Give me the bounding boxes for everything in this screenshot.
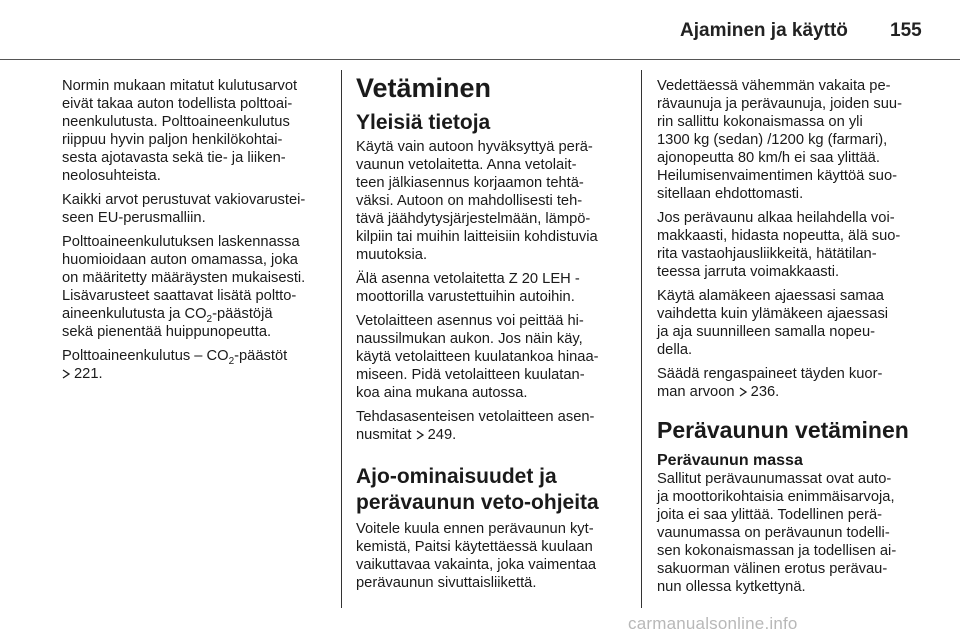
page-reference-number: 221. — [74, 366, 103, 382]
text-line: huomioidaan auton omamassa, joka — [62, 252, 298, 268]
text-line: vaunumassa on perävaunun todelli- — [657, 525, 890, 541]
text-line: Voitele kuula ennen perävaunun kyt- — [356, 521, 594, 537]
text-line: on määritetty määräysten mukaisesti. — [62, 270, 306, 286]
text-line: Jos perävaunu alkaa heilahdella voi- — [657, 210, 895, 226]
text-line: sekä pienentää huippunopeutta. — [62, 324, 272, 340]
paragraph — [356, 138, 626, 264]
text-line: vaikuttavaa vakainta, joka vaimentaa — [356, 557, 597, 573]
paragraph — [62, 191, 330, 227]
text-line: naussilmukan aukon. Jos näin käy, — [356, 331, 583, 347]
page-reference[interactable] — [62, 365, 330, 383]
text-line: vaihdetta kuin ylämäkeen ajaessasi — [657, 306, 889, 322]
paragraph — [657, 77, 927, 203]
page-reference-arrow-icon — [62, 369, 71, 379]
text-line: väksi. Autoon on mahdollisesti teh- — [356, 193, 583, 209]
column-divider-2 — [641, 70, 642, 608]
text-line: riippuu hyvin paljon henkilökohtai- — [62, 132, 283, 148]
text-line: koa aina mukana autossa. — [356, 385, 528, 401]
text-line: sesta ajotavasta sekä tie- ja liiken- — [62, 150, 286, 166]
text: aineenkulutusta ja CO — [62, 306, 207, 322]
page-reference[interactable] — [416, 427, 457, 443]
text-line: neolosuhteista. — [62, 168, 161, 184]
text-line: Polttoaineenkulutuksen laskennassa — [62, 234, 300, 250]
text-line: tävä jäähdytysjärjestelmään, lämpö- — [356, 211, 591, 227]
subsection-title — [356, 464, 626, 516]
paragraph — [657, 209, 927, 281]
section-title: Vetäminen — [356, 73, 492, 103]
text-line: perävaunun sivuttaisliikettä. — [356, 575, 537, 591]
paragraph — [356, 270, 626, 306]
text-line: Tehdasasenteisen vetolaitteen asen- — [356, 409, 595, 425]
text: -päästöjä — [212, 306, 273, 322]
text: Polttoaineenkulutus – CO — [62, 348, 229, 364]
text-line: miseen. Pidä vetolaitteen kuulatan- — [356, 367, 585, 383]
text-line: Vedettäessä vähemmän vakaita pe- — [657, 78, 891, 94]
text-line: kemistä, Paitsi käytettäessä kuulaan — [356, 539, 593, 555]
text-line: Käytä alamäkeen ajaessasi samaa — [657, 288, 884, 304]
text-line: eivät takaa auton todellista polttoai- — [62, 96, 293, 112]
text-line: vaunun vetolaitetta. Anna vetolait- — [356, 157, 577, 173]
column-1 — [62, 77, 330, 389]
page-reference-arrow-icon — [416, 430, 425, 440]
page-reference-arrow-icon — [739, 387, 748, 397]
text: man arvoon — [657, 384, 735, 400]
page-reference-number: 236. — [750, 384, 780, 400]
subsection-title: Yleisiä tietoja — [356, 111, 491, 134]
text: -päästöt — [234, 348, 288, 364]
text-line: teessa jarruta voimakkaasti. — [657, 264, 840, 280]
text-line: seen EU-perusmalliin. — [62, 210, 206, 226]
text-line: käytä vetolaitteen kuulatankoa hinaa- — [356, 349, 599, 365]
text-line: neenkulutusta. Polttoaineenkulutus — [62, 114, 290, 130]
header-rule — [0, 59, 960, 60]
text-line: Heilumisenvaimentimen käyttöä suo- — [657, 168, 897, 184]
subsection-title-line: Ajo-ominaisuudet ja — [356, 465, 557, 488]
column-2 — [356, 73, 626, 598]
text-line: sakuorman välinen erotus perävau- — [657, 561, 888, 577]
subscript: 2 — [206, 313, 213, 325]
paragraph — [657, 287, 927, 359]
text-line: makkaasti, hidasta nopeutta, älä suo- — [657, 228, 901, 244]
text-line: moottorilla varustettuihin autoihin. — [356, 289, 575, 305]
page-reference[interactable] — [739, 384, 780, 400]
text-line: kilpiin tai muihin laitteisiin kohdistuvia — [356, 229, 598, 245]
text-line: della. — [657, 342, 693, 358]
text-line: sitellaan ehdottomasti. — [657, 186, 804, 202]
text-line: joita ei saa ylittää. Todellinen perä- — [657, 507, 883, 523]
text-line: Normin mukaan mitatut kulutusarvot — [62, 78, 298, 94]
subsection-title-line: perävaunun veto-ohjeita — [356, 491, 599, 514]
text-line: Kaikki arvot perustuvat vakiovarustei- — [62, 192, 306, 208]
text-line: Käytä vain autoon hyväksyttyä perä- — [356, 139, 593, 155]
text-line: rita vastaohjausliikkeitä, hätätilan- — [657, 246, 877, 262]
text: nusmitat — [356, 427, 412, 443]
text-line: Säädä rengaspaineet täyden kuor- — [657, 366, 883, 382]
subscript: 2 — [228, 355, 235, 367]
paragraph — [657, 365, 927, 401]
paragraph — [356, 408, 626, 444]
text-line: teen jälkiasennus korjaamon tehtä- — [356, 175, 584, 191]
paragraph — [657, 470, 927, 596]
text-line: rin sallittu kokonaismassa on yli — [657, 114, 863, 130]
paragraph — [62, 233, 330, 341]
page-number: 155 — [890, 20, 922, 41]
page-reference-number: 249. — [427, 427, 457, 443]
text-line: rävaunuja ja perävaunuja, joiden suu- — [657, 96, 902, 112]
text-line: Älä asenna vetolaitetta Z 20 LEH - — [356, 271, 580, 287]
text-line: ajonopeutta 80 km/h ei saa ylittää. — [657, 150, 880, 166]
paragraph — [62, 77, 330, 185]
header-title: Ajaminen ja käyttö — [680, 20, 848, 41]
text-line: 1300 kg (sedan) /1200 kg (farmari), — [657, 132, 888, 148]
text-line: ja moottorikohtaisia enimmäisarvoja, — [657, 489, 895, 505]
paragraph — [356, 312, 626, 402]
column-divider-1 — [341, 70, 342, 608]
section-title: Perävaunun vetäminen — [657, 417, 909, 443]
text-line: nun ollessa kytkettynä. — [657, 579, 806, 595]
text-line: Lisävarusteet saattavat lisätä poltto- — [62, 288, 297, 304]
text-line: sen kokonaismassan ja todellisen ai- — [657, 543, 897, 559]
watermark: carmanualsonline.info — [628, 614, 798, 633]
text-line: ja aja suunnilleen samalla nopeu- — [657, 324, 876, 340]
paragraph — [62, 347, 330, 383]
paragraph — [356, 520, 626, 592]
subsection-title: Perävaunun massa — [657, 452, 803, 469]
text-line: Sallitut perävaunumassat ovat auto- — [657, 471, 892, 487]
text-line: Vetolaitteen asennus voi peittää hi- — [356, 313, 584, 329]
text-line: muutoksia. — [356, 247, 428, 263]
column-3 — [657, 77, 927, 602]
